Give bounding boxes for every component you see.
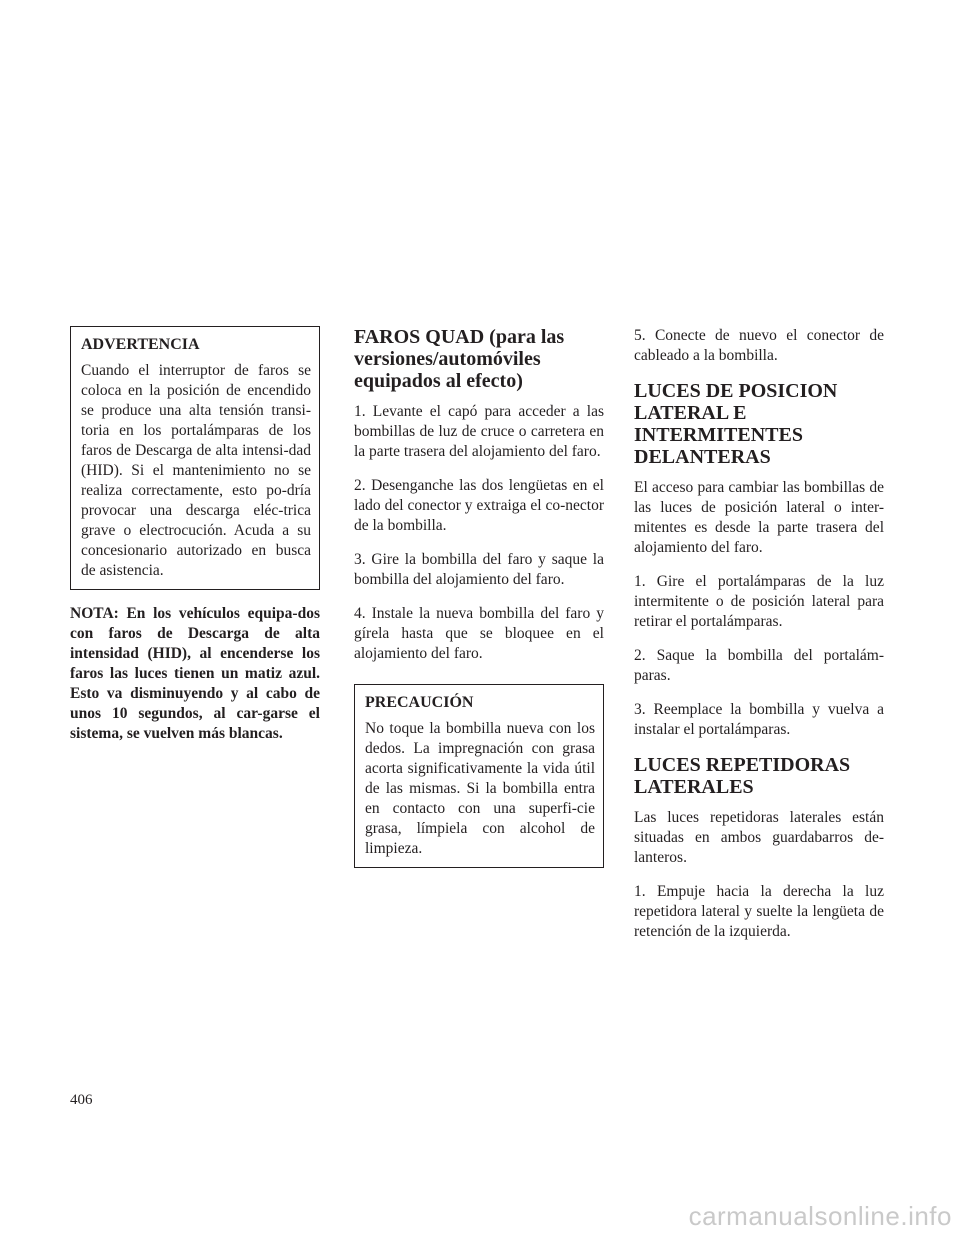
section-heading-luces-repetidoras: LUCES REPETIDORAS LATERALES [634, 754, 851, 798]
step-paragraph: 1. Levante el capó para acceder a las bombillas de luz de cruce o carretera en la parte trasera del alojamiento del faro. [354, 403, 604, 460]
step-paragraph: 1. Empuje hacia la derecha la luz repetidora lateral y suelte la lengüeta de retención de la izquierda. [634, 883, 884, 940]
warning-title: ADVERTENCIA [81, 336, 200, 353]
column-left [70, 326, 320, 758]
step-paragraph: 1. Gire el portalámparas de la luz intermitente o de posición lateral para retirar el portalámparas. [634, 573, 884, 630]
step-paragraph: 3. Gire la bombilla del faro y saque la bombilla del alojamiento del faro. [354, 551, 604, 588]
watermark: carmanualsonline.info [688, 1201, 952, 1231]
caution-text: No toque la bombilla nueva con los dedos. La impregnación con grasa acorta significativamente la vida útil de las mismas. Si la bombilla entra en contacto con una superfi-cie grasa, límpiela con alcohol de limpieza. [365, 720, 595, 857]
step-paragraph: 4. Instale la nueva bombilla del faro y gírela hasta que se bloquee en el alojamiento del faro. [354, 605, 604, 662]
intro-paragraph: Las luces repetidoras laterales están situadas en ambos guardabarros de-lanteros. [634, 809, 884, 866]
column-middle [354, 326, 604, 882]
section-heading-luces-posicion: LUCES DE POSICION LATERAL E INTERMITENTES DELANTERAS [634, 380, 838, 468]
step-paragraph: 2. Desenganche las dos lengüetas en el lado del conector y extraiga el co-nector de la bombilla. [354, 477, 604, 534]
section-heading-faros-quad: FAROS QUAD (para las versiones/automóviles equipados al efecto) [354, 326, 565, 392]
step-paragraph: 5. Conecte de nuevo el conector de cableado a la bombilla. [634, 327, 884, 364]
column-right [634, 326, 884, 956]
step-paragraph: 3. Reemplace la bombilla y vuelva a instalar el portalámparas. [634, 701, 884, 738]
caution-box [354, 684, 604, 868]
warning-text: Cuando el interruptor de faros se coloca en la posición de encendido se produce una alta tensión transi-toria en los portalámparas de los faros de Descarga de alta intensi-dad (HID). Si el mantenimiento no se realiza correctamente, esto po-dría provocar una descarga eléc-trica grave o electrocución. Acuda a su concesionario autorizado en busca de asistencia. [81, 362, 311, 579]
step-paragraph: 2. Saque la bombilla del portalám-paras. [634, 647, 884, 684]
caution-title: PRECAUCIÓN [365, 694, 474, 711]
page-number: 406 [70, 1092, 93, 1108]
note-text: NOTA: En los vehículos equipa-dos con faros de Descarga de alta intensidad (HID), al encenderse los faros las luces tienen un matiz azul. Esto va disminuyendo y al cabo de unos 10 segundos, al car-garse el sistema, se vuelven más blancas. [70, 605, 320, 742]
warning-box [70, 326, 320, 590]
intro-paragraph: El acceso para cambiar las bombillas de las luces de posición lateral o inter-mitentes es desde la parte trasera del alojamiento del faro. [634, 479, 884, 556]
